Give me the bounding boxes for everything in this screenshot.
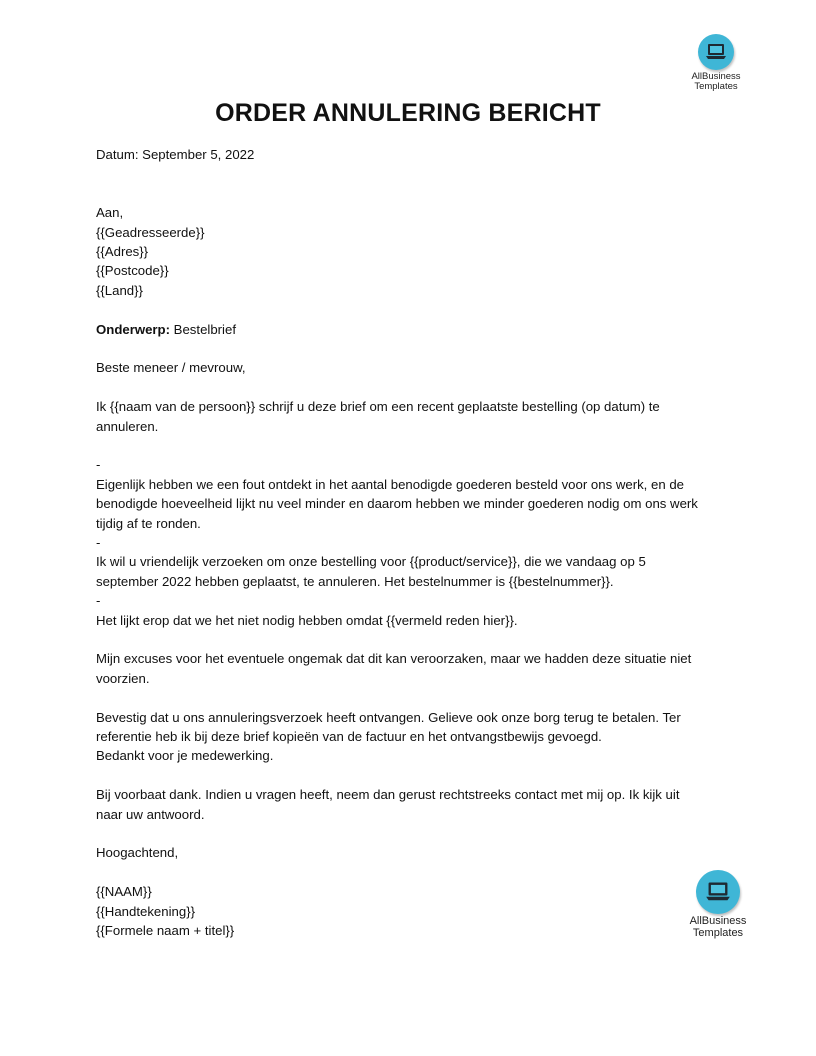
- address-street: {{Adres}}: [96, 244, 149, 259]
- address-country: {{Land}}: [96, 282, 143, 298]
- apology-line-1: Mijn excuses voor het eventuele ongemak dat dit kan veroorzaken, maar we hadden deze situatie niet: [96, 651, 692, 667]
- address-recipient: {{Geadresseerde}}: [96, 224, 205, 240]
- salutation: Beste meneer / mevrouw,: [96, 360, 246, 376]
- intro-line-2: annuleren.: [96, 418, 159, 434]
- reason-1-line-3: tijdig af te ronden.: [96, 515, 201, 531]
- laptop-icon: [698, 34, 734, 70]
- letter-body: [96, 145, 726, 940]
- dash-1: -: [96, 457, 101, 473]
- reason-3-line: Het lijkt erop dat we het niet nodig hebben omdat {{vermeld reden hier}}.: [96, 612, 518, 628]
- dash-2: -: [96, 535, 101, 551]
- reason-1-line-2: benodigde hoeveelheid lijkt nu veel minder en daarom hebben we minder goederen nodig om ons werk: [96, 496, 698, 512]
- confirm-line-2: referentie heb ik bij deze brief kopieën van de factuur en het ontvangstbewijs gevoegd.: [96, 729, 602, 745]
- thanks-line-2: naar uw antwoord.: [96, 806, 205, 822]
- reason-1-line-1: Eigenlijk hebben we een fout ontdekt in het aantal benodigde goederen besteld voor ons werk, en de: [96, 476, 685, 492]
- company-logo-bottom: [676, 870, 760, 939]
- address-postcode: {{Postcode}}: [96, 263, 169, 279]
- subject-line: [96, 320, 726, 339]
- document-title: ORDER ANNULERING BERICHT: [215, 99, 601, 127]
- logo-text: AllBusiness Templates: [691, 71, 741, 92]
- logo-text: AllBusiness Templates: [689, 915, 747, 939]
- address-to: Aan,: [96, 205, 124, 221]
- intro-line-1: Ik {{naam van de persoon}} schrijf u deze brief om een recent geplaatste bestelling (op datum) te: [96, 399, 660, 415]
- confirm-line-1: Bevestig dat u ons annuleringsverzoek heeft ontvangen. Gelieve ook onze borg terug te betalen. Ter: [96, 709, 681, 725]
- reason-2-line-1: Ik wil u vriendelijk verzoeken om onze bestelling voor {{product/service}}, die we vandaag op 5: [96, 554, 646, 570]
- company-logo-top: [680, 34, 752, 92]
- date-line: Datum: September 5, 2022: [96, 147, 255, 162]
- closing: Hoogachtend,: [96, 845, 179, 861]
- confirm-line-3: Bedankt voor je medewerking.: [96, 748, 274, 764]
- thanks-line-1: Bij voorbaat dank. Indien u vragen heeft, neem dan gerust rechtstreeks contact met mij op. Ik kijk uit: [96, 787, 680, 803]
- subject-value: Bestelbrief: [170, 321, 236, 337]
- reason-2-line-2: september 2022 hebben geplaatst, te annuleren. Het bestelnummer is {{bestelnummer}}.: [96, 573, 614, 589]
- dash-3: -: [96, 593, 101, 609]
- subject-label: Onderwerp:: [96, 321, 171, 337]
- apology-line-2: voorzien.: [96, 670, 150, 686]
- signature-sign: {{Handtekening}}: [96, 903, 196, 919]
- signature-formal: {{Formele naam + titel}}: [96, 923, 235, 939]
- signature-name: {{NAAM}}: [96, 884, 152, 900]
- laptop-icon: [696, 870, 740, 914]
